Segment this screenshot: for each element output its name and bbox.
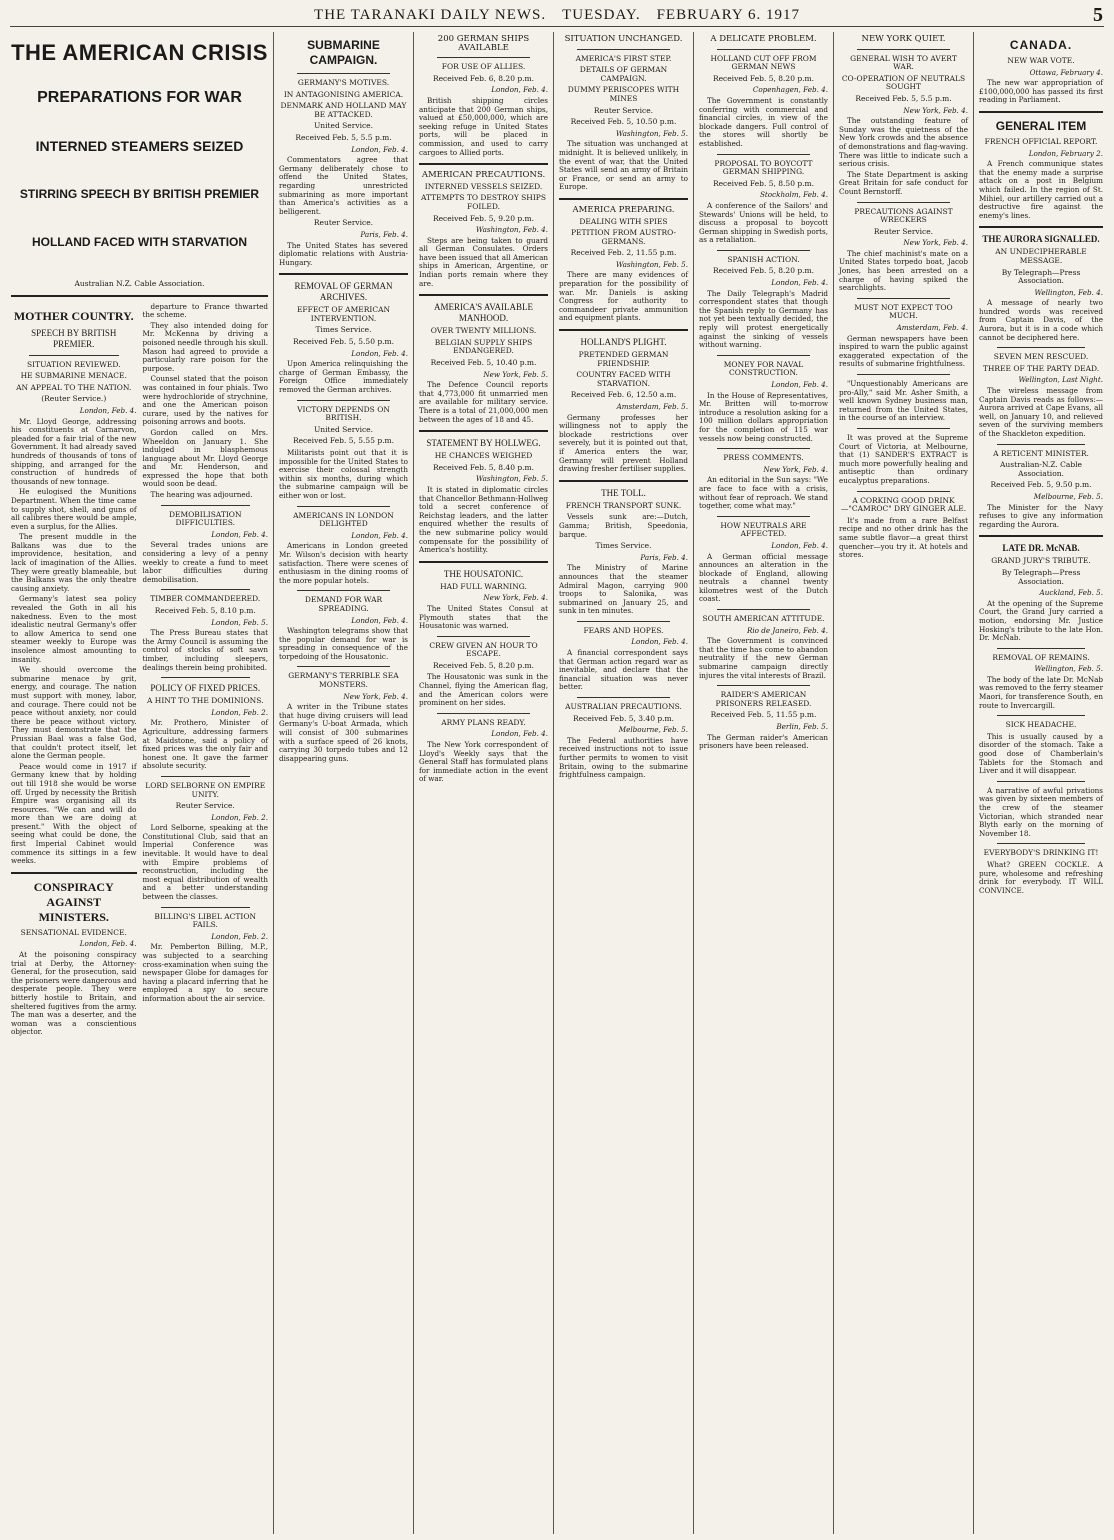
paragraph: A message of nearly two hundred words was received from Captain Davis, of the Aurora, but it is in a code which cannot be deciphered here. <box>979 298 1103 342</box>
dateline: Washington, Feb. 4. <box>475 225 548 235</box>
divider <box>161 677 251 678</box>
paragraph: At the opening of the Supreme Court, the Grand Jury carried a motion, endorsing Mr. Justice Hosking's tribute to the late Hon. Dr. McNab. <box>979 598 1103 643</box>
divider <box>979 535 1103 537</box>
masthead <box>10 4 1104 27</box>
paragraph: British shipping circles anticipate that 200 German ships, valued at £50,000,000, which are seeking refuge in United States ports, will be placed in commission, and used to carry cargoes to Allied ports. <box>419 95 548 157</box>
paragraph: There are many evidences of preparation for the possibility of war. Mr. Daniels is asking Congress for authority to commandeer private ammunition and equipment plants. <box>559 270 688 323</box>
section-title: THE HOUSATONIC. <box>443 568 524 579</box>
divider <box>717 685 810 686</box>
paragraph: They also intended doing for Mr. McKenna by driving a poisoned needle through his skull. Mason had agreed to provide a particularly rare poison for the purpose. <box>142 320 268 373</box>
dateline: London, Feb. 4. <box>351 348 408 358</box>
paragraph: The New York correspondent of Lloyd's Weekly says that the General Staff has formulated plans for immediate action in the event of war. <box>419 740 548 784</box>
section-subtitle: FRENCH TRANSPORT SUNK. <box>565 500 682 510</box>
paragraph: The Press Bureau states that the Army Council is assuming the control of stocks of soft sawn timber, including sleepers, dealings therein being prohibited. <box>142 628 268 672</box>
paragraph: departure to France thwarted the scheme. <box>142 301 268 320</box>
paragraph: A narrative of awful privations was given by sixteen members of the crew of the steamer Victorian, which stranded near Blyth early on the morning of November 18. <box>979 785 1103 838</box>
section-title: SPANISH ACTION. <box>727 254 800 264</box>
service-line: United Service. <box>313 424 373 434</box>
dateline: Melbourne, Feb. 5. <box>1033 491 1103 501</box>
paragraph: It was proved at the Supreme Court of Victoria, at Melbourne, that (1) SANDER'S EXTRACT is much more powerfully healing and antiseptic than ordinary eucalyptus preparations. <box>839 432 968 485</box>
received-line: Received Feb. 5, 10.50 p.m. <box>570 117 677 127</box>
column-2 <box>274 32 414 1534</box>
dateline: London, Feb. 4. <box>631 637 688 647</box>
dateline: New York, Feb. 4. <box>483 593 548 603</box>
dateline: Auckland, Feb. 5. <box>1039 588 1103 598</box>
section-title: GENERAL ITEM <box>995 118 1087 133</box>
paragraph: The Housatonic was sunk in the Channel, flying the American flag, and the American colors were prominent on her sides. <box>419 672 548 708</box>
section-subtitle: SPEECH BY BRITISH PREMIER. <box>31 327 117 349</box>
received-line: Received Feb. 5, 8.50 p.m. <box>712 178 815 188</box>
dateline: Washington, Feb. 5. <box>615 259 688 269</box>
paragraph: A German official message announces an alteration in the blockade of England, allowing neutrals a channel twenty kilometres west of the Dutch coast. <box>699 551 828 604</box>
divider <box>297 590 390 591</box>
dateline: London, Feb. 4. <box>771 278 828 288</box>
service-line: Times Service. <box>315 325 372 335</box>
section-title: MOTHER COUNTRY. <box>13 308 134 323</box>
paragraph: Upon America relinquishing the charge of German Embassy, the Foreign Office immediately removed the German archives. <box>279 359 408 395</box>
paragraph: The chief machinist's mate on a United States torpedo boat, Jacob Jones, has been arrested on a charge of having spiked the searchlights. <box>839 248 968 293</box>
divider <box>437 713 530 714</box>
section-subtitle: INTERNED VESSELS SEIZED. <box>424 181 543 191</box>
service-line: By Telegraph—Press Association. <box>1001 267 1081 286</box>
dateline: London, Feb. 2. <box>211 812 268 822</box>
column-7 <box>974 32 1108 1534</box>
divider <box>559 198 688 200</box>
section-subtitle: GERMANY'S MOTIVES. <box>297 78 390 87</box>
paragraph: We should overcome the submarine menace by grit, energy, and courage. The nation must support with money, labor, and courage. There could not be peace without anxiety, nor could there be peace without victory. They must demonstrate that the Prussian Baal was a false God, that couldn't protect itself, let alone the German people. <box>11 665 137 761</box>
divider <box>559 480 688 482</box>
column-3 <box>414 32 554 1534</box>
paragraph: Germany's latest sea policy revealed the Goth in all his nakedness. Even to the most idealistic neutral Germany's offer to allow America to send one steamer weekly to Europe was insolence almost amounting to insanity. <box>11 594 137 664</box>
dateline: London, Feb. 4. <box>351 530 408 540</box>
section-title: THE TOLL. <box>601 487 646 498</box>
section-subtitle: FRENCH OFFICIAL REPORT. <box>984 136 1098 146</box>
section-subtitle: HE CHANCES WEIGHED <box>434 451 533 461</box>
section-title: LATE DR. McNAB. <box>1002 543 1080 554</box>
section-title: HOLLAND'S PLIGHT. <box>580 337 667 348</box>
section-title: DEMAND FOR WAR SPREADING. <box>304 595 383 613</box>
dateline: London, Feb. 4. <box>771 540 828 550</box>
section-title: HOW NEUTRALS ARE AFFECTED. <box>720 520 807 539</box>
paragraph: The hearing was adjourned. <box>150 490 253 500</box>
section-subtitle: GENERAL WISH TO AVERT WAR. <box>850 53 957 72</box>
section-title: EVERYBODY'S DRINKING IT! <box>983 848 1099 858</box>
divider <box>161 505 251 506</box>
divider <box>857 491 950 492</box>
section-title: SITUATION UNCHANGED. <box>564 34 683 44</box>
paragraph: What? GREEN COCKLE. A pure, wholesome and refreshing drink for everybody. IT WILL CONVINCE. <box>979 859 1103 895</box>
service-line: Reuter Service. <box>313 218 374 228</box>
section-subtitle: HE SUBMARINE MENACE. <box>20 371 127 381</box>
service-line: United Service. <box>313 121 373 131</box>
section-subtitle: SITUATION REVIEWED. <box>26 359 121 369</box>
divider <box>997 347 1085 348</box>
paragraph: At the poisoning conspiracy trial at Derby, the Attorney-General, for the prosecution, said the prisoners were dangerous and desperate people. They were bitterly hostile to Britain, and sheltered fugitives from the army. The man was a deserter, and the woman was a conscientious objector. <box>11 950 137 1037</box>
paragraph: Mr. Pemberton Billing, M.P., was subjected to a searching cross-examination when suing the newspaper Globe for damages for having a placard inferring that he employed a spy to secure information about the air service. <box>142 942 268 1003</box>
divider <box>161 907 251 908</box>
dateline: London, Feb. 4. <box>491 85 548 95</box>
paragraph: Commentators agree that Germany deliberately chose to offend the United States, regarding unrestricted submarining as more important than America's activities as a belligerent. <box>279 155 408 216</box>
column-1 <box>6 32 274 1534</box>
received-line: Received Feb. 5, 9.20 p.m. <box>432 213 535 223</box>
section-subtitle: PRETENDED GERMAN FRIENDSHIP. <box>578 350 669 368</box>
dateline: New York, Feb. 4. <box>903 238 968 248</box>
section-subtitle: DUMMY PERISCOPES WITH MINES <box>567 85 680 103</box>
divider <box>11 872 137 874</box>
section-title: POLICY OF FIXED PRICES. <box>150 683 261 694</box>
paragraph: Mr. Lloyd George, addressing his constituents at Carnarvon, pleaded for a fair trial of the new Government. It had already saved hundreds of thousands of tons of shipping, and arranged for the construction of hundreds of thousands of new tonnage. <box>11 416 137 486</box>
section-subtitle: OVER TWENTY MILLIONS. <box>430 326 537 336</box>
paragraph: The Government is constantly conferring with commercial and financial circles, in view of the blockade dangers. Full control of the stores will shortly be established. <box>699 95 828 148</box>
divider <box>717 355 810 356</box>
received-line: Received Feb. 6, 8.20 p.m. <box>432 73 535 83</box>
received-line: Received Feb. 6, 12.50 a.m. <box>570 390 677 400</box>
service-line: Reuter Service. <box>873 226 934 236</box>
service-line: Times Service. <box>595 541 652 551</box>
received-line: Received Feb. 5, 10.40 p.m. <box>430 358 537 368</box>
section-title: SICK HEADACHE. <box>1005 720 1077 730</box>
section-subtitle: CO-OPERATION OF NEUTRALS SOUGHT <box>841 73 966 92</box>
section-title: REMOVAL OF GERMAN ARCHIVES. <box>294 281 393 303</box>
service-line: Australian-N.Z. Cable Association. <box>1000 460 1082 478</box>
paragraph: Washington telegrams show that the popular demand for war is spreading in consequence of the torpedoing of the Housatonic. <box>279 626 408 661</box>
section-subtitle: SENSATIONAL EVIDENCE. <box>20 927 127 937</box>
paragraph: Counsel stated that the poison was contained in four phials. Two were hydrochloride of strychnine, and one the American poison curare, used by the natives for poisoning arrows and boots. <box>142 374 268 427</box>
dateline: Amsterdam, Feb. 4. <box>896 323 968 333</box>
received-line: Received Feb. 5, 5.5 p.m. <box>295 132 392 142</box>
masthead-title: THE TARANAKI DAILY NEWS. <box>314 6 547 23</box>
divider <box>717 516 810 517</box>
dateline: Paris, Feb. 4. <box>640 552 688 562</box>
divider <box>297 400 390 401</box>
paragraph: In the House of Representatives, Mr. Britten will to-morrow introduce a resolution asking for a 100 million dollars appropriation for the completion of 115 war vessels now being constructed. <box>699 390 828 443</box>
divider <box>997 715 1085 716</box>
dateline: Melbourne, Feb. 5. <box>618 725 688 735</box>
paragraph: It is stated in diplomatic circles that Chancellor Bethmann-Hollweg told a secret conference of Reichstag leaders, and the latter enquired whether the results of the new submarine policy would compensate for the possibility of America's hostility. <box>419 484 548 555</box>
dateline: New York, Feb. 4. <box>343 691 408 701</box>
divider <box>279 273 408 275</box>
paragraph: Vessels sunk are:—Dutch, Gamma; British, Speedonia, barque. <box>559 512 688 539</box>
paragraph: German newspapers have been inspired to warn the public against exaggerated expectation of the results of submarine frightfulness. <box>839 333 968 369</box>
column-5 <box>694 32 834 1534</box>
section-title: CANADA. <box>1009 38 1073 52</box>
divider <box>997 444 1085 445</box>
divider <box>717 609 810 610</box>
dateline: Wellington, Last Night. <box>1018 375 1103 385</box>
paragraph: Mr. Prothero, Minister of Agriculture, addressing farmers at Maidstone, said a policy of fixed prices was the only fair and honest one. It gave the farmer absolute security. <box>142 718 268 771</box>
dateline: Washington, Feb. 5. <box>475 474 548 484</box>
paragraph: Several trades unions are considering a levy of a penny weekly to create a fund to meet labor difficulties during demobilisation. <box>142 540 268 584</box>
section-subtitle: GRAND JURY'S TRIBUTE. <box>991 556 1091 566</box>
paragraph: The Minister for the Navy refuses to give any information regarding the Aurora. <box>979 502 1103 529</box>
section-subtitle: IN ANTAGONISING AMERICA. <box>283 89 404 99</box>
section-title: AMERICA PREPARING. <box>572 204 675 215</box>
paragraph: Gordon called on Mrs. Wheeldon on January 1. She indulged in blasphemous language about Mr. Lloyd George and Mr. Henderson, and expressed the hope that both would soon be dead. <box>142 427 268 489</box>
received-line: Received Feb. 5, 11.55 p.m. <box>710 710 817 720</box>
section-subtitle: AN APPEAL TO THE NATION. <box>16 382 132 392</box>
section-subtitle: THREE OF THE PARTY DEAD. <box>982 363 1100 373</box>
page-number: 5 <box>1093 4 1104 26</box>
received-line: Received Feb. 5, 8.40 p.m. <box>432 462 535 472</box>
divider <box>857 298 950 299</box>
paragraph: A financial correspondent says that German action regard war as inevitable, and declare that the financial situation was never better. <box>559 648 688 692</box>
section-title: AMERICA'S AVAILABLE MANHOOD. <box>433 302 534 324</box>
dateline: London, Feb. 5. <box>211 617 268 627</box>
section-title: LORD SELBORNE ON EMPIRE UNITY. <box>145 780 266 799</box>
dateline: London, Feb. 4. <box>79 939 137 949</box>
paragraph: The Defence Council reports that 4,773,000 fit unmarried men are available for military service. There is a total of 21,000,000 men between the ages of 18 and 45. <box>419 380 548 424</box>
section-subtitle: DETAILS OF GERMAN CAMPAIGN. <box>579 65 668 83</box>
dateline: Wellington, Feb. 4. <box>1034 287 1103 297</box>
paragraph: The wireless message from Captain Davis reads as follows:—Aurora arrived at Cape Evans, all well, on January 10, and relieved seven of the surviving members of the Shackleton expedition. <box>979 386 1103 438</box>
dateline: London, Feb. 2. <box>211 931 268 941</box>
section-subtitle: AN UNDECIPHERABLE MESSAGE. <box>995 247 1087 265</box>
section-title: TIMBER COMMANDEERED. <box>150 594 261 604</box>
paragraph: The Government is convinced that the time has come to abandon neutrality if the new German submarine campaign directly injures the vital interests of Brazil. <box>699 636 828 680</box>
dateline: London, Feb. 4. <box>491 729 548 739</box>
section-title: A CORKING GOOD DRINK—"CAMROC" DRY GINGER ALE. <box>840 495 967 514</box>
dateline: London, Feb. 4. <box>771 380 828 389</box>
section-subtitle: ATTEMPTS TO DESTROY SHIPS FOILED. <box>421 193 546 211</box>
section-title: PRECAUTIONS AGAINST WRECKERS <box>854 206 953 225</box>
divider <box>437 57 530 58</box>
section-title: CONSPIRACY AGAINST MINISTERS. <box>33 879 114 924</box>
masthead-day: TUESDAY. <box>562 6 641 23</box>
paragraph: The German raider's American prisoners have been released. <box>699 732 828 751</box>
section-subtitle: HOLLAND CUT OFF FROM GERMAN NEWS <box>710 53 817 72</box>
divider <box>419 561 548 563</box>
service-line: (Reuter Service.) <box>41 394 107 404</box>
divider <box>857 202 950 203</box>
column-4 <box>554 32 694 1534</box>
dateline: Wellington, Feb. 5. <box>1034 664 1103 674</box>
divider <box>717 448 810 449</box>
section-title: 200 GERMAN SHIPS AVAILABLE <box>437 34 530 53</box>
paragraph: The United States Consul at Plymouth states that the Housatonic was warned. <box>419 603 548 631</box>
paragraph: The situation was unchanged at midnight. It is believed unlikely, in the event of war, that the United States will send an army of Britain or France, or send an army to Europe. <box>559 139 688 192</box>
section-title: REMOVAL OF REMAINS. <box>992 652 1090 662</box>
divider <box>161 776 251 777</box>
section-title: CREW GIVEN AN HOUR TO ESCAPE. <box>429 640 538 659</box>
paragraph: The State Department is asking Great Britain for safe conduct for Count Bernstorff. <box>839 169 968 196</box>
received-line: Received Feb. 5, 8.20 p.m. <box>712 73 815 83</box>
paragraph: Americans in London greeted Mr. Wilson's decision with hearty satisfaction. There were scenes of enthusiasm in the dining rooms of the more popular hotels. <box>279 541 408 585</box>
divider <box>997 843 1085 844</box>
paragraph: Militarists point out that it is impossible for the United States to exercise their colossal strength within six months, during which the submarine campaign will be either won or lost. <box>279 448 408 500</box>
divider <box>577 697 670 698</box>
headline-preparations: PREPARATIONS FOR WAR <box>37 89 242 106</box>
section-subtitle: DENMARK AND HOLLAND MAY BE ATTACKED. <box>280 101 407 119</box>
divider <box>419 294 548 296</box>
received-line: Received Feb. 5, 5.50 p.m. <box>292 337 395 347</box>
paragraph: Germany professes her willingness not to apply the blockade restrictions over severely, but it is pointed out that, if America enters the war, Germany will prevent Holland drawing fresher fertiliser supplies. <box>559 412 688 474</box>
service-line: Reuter Service. <box>175 801 235 811</box>
credit: Australian N.Z. Cable Association. <box>74 279 205 288</box>
paragraph: A writer in the Tribune states that huge diving cruisers will lead Germany's U-boat Armada, which will consist of 300 submarines with a surface speed of 26 knots, carrying 30 torpedo tubes and 12 disappearing guns. <box>279 702 408 763</box>
dateline: New York, Feb. 4. <box>903 105 968 115</box>
section-subtitle: PETITION FROM AUSTRO-GERMANS. <box>570 228 677 246</box>
paragraph: The present muddle in the Balkans was due to the improvidence, hesitation, and lack of imagination of the Allies. They were greatly blameable, but the Balkans was the only theatre causing anxiety. <box>11 532 137 593</box>
divider <box>857 374 950 375</box>
headline-interned: INTERNED STEAMERS SEIZED <box>35 138 244 154</box>
columns <box>6 32 1108 1534</box>
paragraph: A French communique states that the enemy made a surprise attack on a post in Belgium which failed. In the region of St. Mihiel, our artillery carried out a destructive fire against the enemy's lines. <box>979 159 1103 220</box>
section-title: NEW YORK QUIET. <box>861 34 946 44</box>
divider <box>717 49 810 50</box>
headline-speech: STIRRING SPEECH BY BRITISH PREMIER <box>19 187 260 201</box>
service-line: Received Feb. 5, 8.10 p.m. <box>154 606 256 615</box>
divider <box>857 49 950 50</box>
divider <box>979 226 1103 228</box>
dateline: Paris, Feb. 4. <box>360 229 408 239</box>
section-title: PROPOSAL TO BOYCOTT GERMAN SHIPPING. <box>714 158 813 177</box>
dateline: Rio de Janeiro, Feb. 4. <box>746 625 828 635</box>
divider <box>979 111 1103 113</box>
received-line: Received Feb. 5, 9.50 p.m. <box>990 480 1092 490</box>
dateline: Amsterdam, Feb. 5. <box>616 402 688 411</box>
dateline: London, Feb. 2. <box>211 707 268 717</box>
divider <box>559 329 688 331</box>
received-line: Received Feb. 2, 11.55 p.m. <box>570 248 677 258</box>
paragraph: The Daily Telegraph's Madrid correspondent states that though the Spanish reply to Germany has not yet been textually decided, the reply will protest energetically against the sinking of vessels without warning. <box>699 288 828 350</box>
section-title: MONEY FOR NAVAL CONSTRUCTION. <box>723 359 804 378</box>
col1-right <box>143 303 269 1039</box>
section-subtitle: BELGIAN SUPPLY SHIPS ENDANGERED. <box>434 337 533 356</box>
dateline: New York, Feb. 5. <box>483 369 548 379</box>
divider <box>717 250 810 251</box>
received-line: Received Feb. 5, 8.20 p.m. <box>432 660 535 670</box>
divider <box>577 621 670 622</box>
section-subtitle: HAD FULL WARNING. <box>440 581 527 591</box>
received-line: Received Feb. 5, 5.5 p.m. <box>855 93 952 103</box>
section-title: THE AURORA SIGNALLED. <box>982 234 1100 245</box>
paragraph: Steps are being taken to guard all German Consulates. Orders have been issued that all American ships in American, Argentine, or Indian ports remain where they are. <box>419 235 548 288</box>
column-6 <box>834 32 974 1534</box>
section-title: FEARS AND HOPES. <box>583 625 664 635</box>
dateline: London, Feb. 4. <box>211 529 268 539</box>
divider <box>297 506 390 507</box>
section-title: DEMOBILISATION DIFFICULTIES. <box>168 509 242 528</box>
received-line: Received Feb. 5, 8.20 p.m. <box>712 266 815 276</box>
paragraph: Peace would come in 1917 if Germany knew that by holding out till 1918 she would be worse off. Urged by necessity the British Empire was organising all its resources. "We can and will do more than we are doing at present." With the object of seeing what could be done, the first Imperial Cabinet would commence its sittings in a few weeks. <box>11 761 137 866</box>
section-subtitle: FOR USE OF ALLIES. <box>441 62 526 72</box>
dateline: London, February 2. <box>1028 148 1103 158</box>
section-subtitle: AMERICA'S FIRST STEP. <box>575 53 672 63</box>
masthead-date: FEBRUARY 6. 1917 <box>656 6 800 23</box>
section-title: SEVEN MEN RESCUED. <box>993 352 1089 362</box>
section-title: STATEMENT BY HOLLWEG. <box>426 438 541 449</box>
divider <box>577 49 670 50</box>
divider <box>161 589 251 590</box>
divider <box>419 430 548 432</box>
paragraph: "Unquestionably Americans are pro-Ally," said Mr. Asher Smith, a well known Sydney business man, returned from the United States, in the course of an interview. <box>839 379 968 423</box>
section-subtitle: DEALING WITH SPIES <box>579 216 668 226</box>
paragraph: The new war appropriation of £100,000,000 has passed its first reading in Parliament. <box>979 78 1103 105</box>
dateline: Stockholm, Feb. 4. <box>759 190 828 200</box>
headline-american-crisis: THE AMERICAN CRISIS <box>11 40 268 65</box>
paragraph: The Ministry of Marine announces that the steamer Admiral Magon, carrying 900 troops to Salonika, was submarined on January 25, and sunk in ten minutes. <box>559 563 688 616</box>
section-title: RAIDER'S AMERICAN PRISONERS RELEASED. <box>715 690 812 708</box>
paragraph: This is usually caused by a disorder of the stomach. Take a good dose of Chamberlain's Tablets for the Stomach and Liver and it will disappear. <box>979 731 1103 776</box>
divider <box>11 295 268 297</box>
section-title: SUBMARINE CAMPAIGN. <box>307 38 380 67</box>
divider <box>297 666 390 667</box>
paragraph: The Federal authorities have received instructions not to issue further permits to women to visit Britain, owing to the submarine frightfulness campaign. <box>559 735 688 780</box>
section-subtitle: EFFECT OF AMERICAN INTERVENTION. <box>296 305 391 323</box>
dateline: Ottawa, February 4. <box>1029 67 1103 77</box>
section-title: AMERICAN PRECAUTIONS. <box>421 170 546 181</box>
section-subtitle: A HINT TO THE DOMINIONS. <box>147 696 264 706</box>
divider <box>419 163 548 165</box>
col1-sub-columns <box>11 303 268 1039</box>
section-title: MUST NOT EXPECT TOO MUCH. <box>854 302 953 321</box>
service-line: Reuter Service. <box>593 105 654 115</box>
dateline: London, Feb. 4. <box>79 405 137 415</box>
paragraph: The body of the late Dr. McNab was removed to the ferry steamer Maori, for transference South, en route to Invercargill. <box>979 674 1103 710</box>
section-title: BILLING'S LIBEL ACTION FAILS. <box>154 911 257 930</box>
divider <box>717 154 810 155</box>
paragraph: A conference of the Sailors' and Stewards' Unions will be held, to discuss a proposal to boycott German shipping in Swedish ports, as a retaliation. <box>699 200 828 245</box>
dateline: Copenhagen, Feb. 4. <box>752 85 828 95</box>
dateline: London, Feb. 4. <box>351 615 408 625</box>
divider <box>29 355 119 356</box>
received-line: Received Feb. 5, 3.40 p.m. <box>572 713 675 723</box>
headline-holland: HOLLAND FACED WITH STARVATION <box>31 235 248 249</box>
section-title: A DELICATE PROBLEM. <box>710 34 817 44</box>
paragraph: The outstanding feature of Sunday was the quietness of the New York crowds and the absence of demonstrations and flag-waving. There was little to indicate such a serious crisis. <box>839 116 968 169</box>
divider <box>997 781 1085 782</box>
paragraph: An editorial in the Sun says: "We are face to face with a crisis, without fear of reproach. We stand together, come what may." <box>699 475 828 511</box>
dateline: Washington, Feb. 5. <box>615 128 688 138</box>
divider <box>857 428 950 429</box>
section-title: GERMANY'S TERRIBLE SEA MONSTERS. <box>288 671 399 690</box>
section-title: A RETICENT MINISTER. <box>993 448 1089 458</box>
section-subtitle: COUNTRY FACED WITH STARVATION. <box>576 370 671 388</box>
paragraph: It's made from a rare Belfast recipe and no other drink has the same subtle flavor—a great thirst quencher—you try it. At hotels and stores. <box>839 515 968 560</box>
section-title: VICTORY DEPENDS ON BRITISH. <box>297 404 390 423</box>
dateline: London, Feb. 4. <box>351 144 408 154</box>
paragraph: The United States has severed diplomatic relations with Austria-Hungary. <box>279 240 408 267</box>
dateline: Berlin, Feb. 5. <box>776 722 828 731</box>
paragraph: Lord Selborne, speaking at the Constitutional Club, said that an Imperial Conference was inevitable. It would have to deal with Empire problems of reconstruction, including the most equal distribution of wealth and a better understanding between the classes. <box>142 823 268 902</box>
dateline: New York, Feb. 4. <box>763 464 828 474</box>
section-title: SOUTH AMERICAN ATTITUDE. <box>702 614 825 624</box>
section-title: AUSTRALIAN PRECAUTIONS. <box>565 702 682 712</box>
section-title: PRESS COMMENTS. <box>723 453 804 463</box>
section-subtitle: NEW WAR VOTE. <box>1007 56 1075 65</box>
section-title: ARMY PLANS READY. <box>441 717 526 727</box>
divider <box>297 73 390 74</box>
paragraph: He eulogised the Munitions Department. When the time came to supply shot, shell, and guns of all calibres there would be ample, even a surplus, for the Allies. <box>11 487 137 531</box>
received-line: Received Feb. 5, 5.55 p.m. <box>292 436 395 446</box>
section-title: AMERICANS IN LONDON DELIGHTED <box>293 510 394 529</box>
col1-left <box>11 303 137 1039</box>
service-line: By Telegraph—Press Association. <box>1001 567 1081 586</box>
divider <box>997 648 1085 649</box>
divider <box>437 636 530 637</box>
